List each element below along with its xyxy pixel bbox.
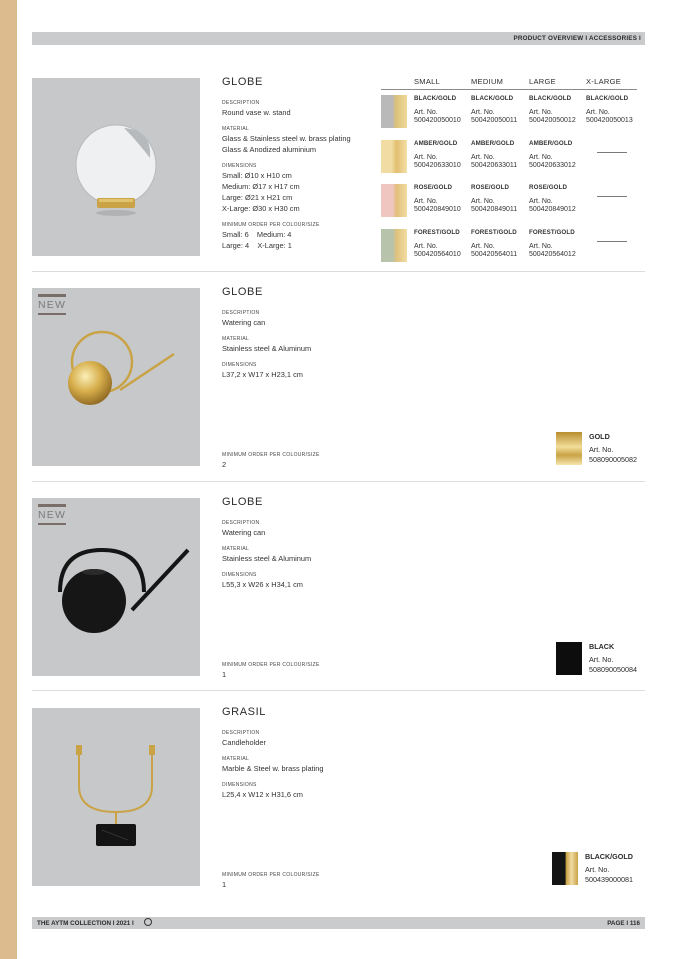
size-header-row <box>381 72 637 90</box>
variant-row <box>381 181 637 225</box>
moq-block <box>222 872 320 890</box>
header-bar <box>32 32 645 45</box>
size-header: LARGE <box>529 77 556 86</box>
description-label: DESCRIPTION <box>222 520 260 526</box>
variant-cell: AMBER/GOLD Art. No. 500420633012 <box>529 140 576 169</box>
variant-cell: ROSE/GOLD Art. No. 500420849012 <box>529 184 576 213</box>
variant-cell: BLACK/GOLD Art. No. 500420050013 <box>586 95 633 124</box>
black-watering-can-illustration <box>32 498 200 676</box>
footer-left-text: THE AYTM COLLECTION I 2021 I <box>37 917 152 930</box>
dimensions-label: DIMENSIONS <box>222 572 257 578</box>
product-info-4 <box>222 706 422 808</box>
art-number: Art. No. 508090050084 <box>589 655 637 674</box>
not-available-dash <box>597 152 627 153</box>
not-available-dash <box>597 196 627 197</box>
dimensions-value: L37,2 x W17 x H23,1 cm <box>222 370 303 379</box>
material-value: Stainless steel & Aluminum <box>222 344 312 353</box>
color-name: BLACK/GOLD <box>585 852 633 861</box>
new-badge: NEW <box>38 504 66 525</box>
dimensions-value: L25,4 x W12 x H31,6 cm <box>222 790 303 799</box>
dimensions-label: DIMENSIONS <box>222 362 257 368</box>
product-image-black-watering-can <box>32 498 200 676</box>
description-value: Watering can <box>222 528 266 537</box>
moq-value: Small: 6 Medium: 4 Large: 4 X-Large: 1 <box>222 230 292 250</box>
moq-block <box>222 452 320 470</box>
dimensions-value: Small: Ø10 x H10 cm Medium: Ø17 x H17 cm Large: Ø21 x H21 cm X-Large: Ø30 x H30 cm <box>222 171 300 213</box>
art-number: Art. No. 508090005082 <box>589 445 637 464</box>
material-value: Marble & Steel w. brass plating <box>222 764 324 773</box>
material-value: Stainless steel & Aluminum <box>222 554 312 563</box>
moq-block <box>222 662 320 680</box>
variant-cell: BLACK/GOLD Art. No. 500420050011 <box>471 95 518 124</box>
size-header: SMALL <box>414 77 441 86</box>
product-image-globe-vase <box>32 78 200 256</box>
color-swatch <box>381 140 407 173</box>
moq-label: MINIMUM ORDER PER COLOUR/SIZE <box>222 222 320 228</box>
variant-row <box>381 226 637 270</box>
moq-label: MINIMUM ORDER PER COLOUR/SIZE <box>222 872 320 878</box>
moq-value: 1 <box>222 880 227 889</box>
product-image-gold-watering-can <box>32 288 200 466</box>
color-name: BLACK <box>589 642 615 651</box>
dimensions-label: DIMENSIONS <box>222 163 257 169</box>
color-name: GOLD <box>589 432 610 441</box>
material-value: Glass & Stainless steel w. brass plating Glass & Anodized aluminium <box>222 134 351 154</box>
header-text: PRODUCT OVERVIEW I ACCESSORIES I <box>513 35 641 42</box>
product-info-3 <box>222 496 422 598</box>
size-header: X-LARGE <box>586 77 622 86</box>
description-value: Watering can <box>222 318 266 327</box>
description-label: DESCRIPTION <box>222 100 260 106</box>
section-divider <box>32 690 645 691</box>
material-label: MATERIAL <box>222 126 250 132</box>
variant-cell: FOREST/GOLD Art. No. 500420564012 <box>529 229 576 258</box>
color-swatch <box>556 432 582 465</box>
variant-cell: FOREST/GOLD Art. No. 500420564011 <box>471 229 518 258</box>
description-label: DESCRIPTION <box>222 310 260 316</box>
description-value: Candleholder <box>222 738 266 747</box>
material-label: MATERIAL <box>222 546 250 552</box>
page-number: PAGE I 116 <box>607 920 640 927</box>
section-divider <box>32 271 645 272</box>
variant-cell: AMBER/GOLD Art. No. 500420633010 <box>414 140 461 169</box>
material-label: MATERIAL <box>222 336 250 342</box>
product-title: GLOBE <box>222 286 263 298</box>
color-swatch <box>556 642 582 675</box>
art-number: Art. No. 500439000081 <box>585 865 633 884</box>
description-value: Round vase w. stand <box>222 108 291 117</box>
variant-cell: ROSE/GOLD Art. No. 500420849011 <box>471 184 518 213</box>
not-available-dash <box>597 241 627 242</box>
variant-cell: FOREST/GOLD Art. No. 500420564010 <box>414 229 461 258</box>
moq-label: MINIMUM ORDER PER COLOUR/SIZE <box>222 662 320 668</box>
moq-value: 2 <box>222 460 227 469</box>
variant-cell: AMBER/GOLD Art. No. 500420633011 <box>471 140 518 169</box>
variant-row <box>381 92 637 136</box>
moq-value: 1 <box>222 670 227 679</box>
footer-bar <box>32 917 645 929</box>
candleholder-illustration <box>32 708 200 886</box>
product-image-grasil-candleholder <box>32 708 200 886</box>
product-title: GLOBE <box>222 76 263 88</box>
product-title: GLOBE <box>222 496 263 508</box>
dimensions-value: L55,3 x W26 x H34,1 cm <box>222 580 303 589</box>
color-swatch <box>552 852 578 885</box>
variant-cell: BLACK/GOLD Art. No. 500420050012 <box>529 95 576 124</box>
product-title: GRASIL <box>222 706 266 718</box>
variant-table <box>381 72 637 258</box>
color-swatch <box>381 95 407 128</box>
section-divider <box>32 481 645 482</box>
color-swatch <box>381 229 407 262</box>
variant-cell: BLACK/GOLD Art. No. 500420050010 <box>414 95 461 124</box>
logo-icon <box>144 918 152 926</box>
material-label: MATERIAL <box>222 756 250 762</box>
variant-cell: ROSE/GOLD Art. No. 500420849010 <box>414 184 461 213</box>
page-spine <box>0 0 17 959</box>
new-badge: NEW <box>38 294 66 315</box>
variant-row <box>381 137 637 181</box>
moq-label: MINIMUM ORDER PER COLOUR/SIZE <box>222 452 320 458</box>
gold-watering-can-illustration <box>32 288 200 466</box>
description-label: DESCRIPTION <box>222 730 260 736</box>
product-info-2 <box>222 286 422 388</box>
dimensions-label: DIMENSIONS <box>222 782 257 788</box>
globe-vase-illustration <box>32 78 200 256</box>
color-swatch <box>381 184 407 217</box>
size-header: MEDIUM <box>471 77 504 86</box>
